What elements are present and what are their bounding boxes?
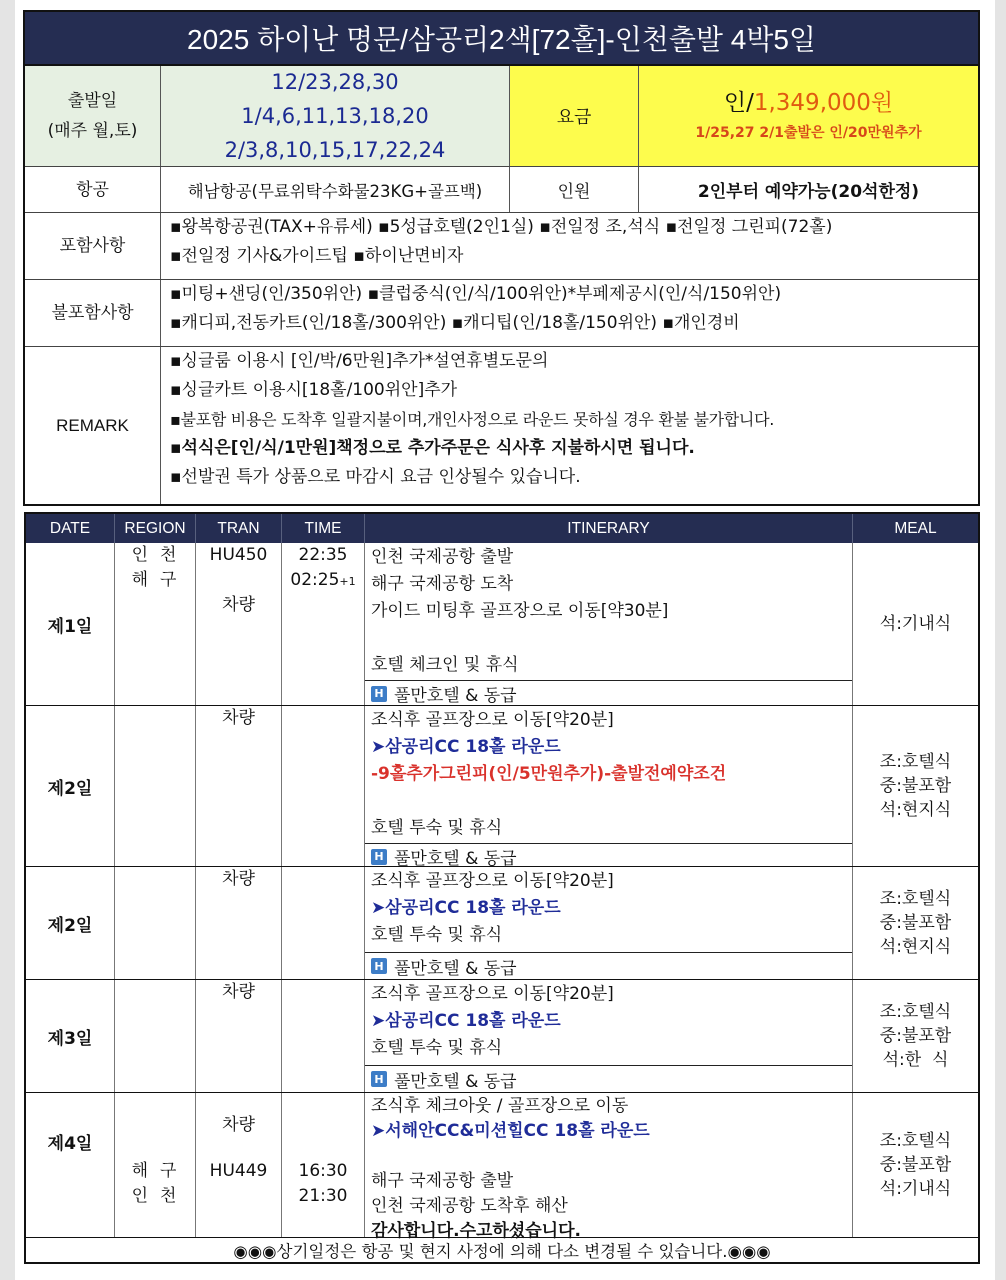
itinerary-header-row [26, 514, 978, 543]
departure-time: 16:30 [298, 1161, 348, 1181]
day-transport [196, 867, 282, 979]
region-from: 해구 [131, 1161, 189, 1181]
spacer [371, 788, 846, 815]
itinerary-line: 조식후 체크아웃 / 골프장으로 이동 [371, 1096, 629, 1116]
hotel-icon: H [371, 686, 387, 702]
included-row [25, 213, 978, 280]
day-region [115, 543, 196, 705]
meal-breakfast: 조:호텔식 [879, 1002, 952, 1022]
meal-dinner: 석:기내식 [879, 614, 952, 634]
remark-line: ▪석식은[인/식/1만원]책정으로 추가주문은 식사후 지불하시면 됩니다. [170, 438, 695, 458]
itinerary-line: 가이드 미팅후 골프장으로 이동[약30분] [371, 601, 669, 621]
hotel-icon: H [371, 849, 387, 865]
header-date: DATE [26, 514, 115, 543]
excluded-line: ▪미팅+샌딩(인/350위안) ▪클럽중식(인/식/100위안)*부페제공시(인/식/150위안) [170, 284, 782, 304]
airline-label: 항공 [25, 167, 161, 212]
golf-round-line: ➤삼공리CC 18홀 라운드 [371, 737, 561, 757]
hotel-line [365, 843, 852, 869]
dates-january: 1/4,6,11,13,18,20 [241, 104, 429, 128]
excluded-line: ▪캐디피,전동카트(인/18홀/300위안) ▪캐디팁(인/18홀/150위안) ▪개인경비 [170, 313, 740, 333]
meal-lunch: 중:불포함 [879, 1155, 952, 1175]
day-transport [196, 980, 282, 1092]
day-region [115, 706, 196, 866]
day-time [282, 1093, 365, 1237]
day-row-3 [26, 866, 978, 979]
day-time [282, 867, 365, 979]
itinerary-lines [365, 543, 852, 680]
excluded-list [161, 280, 978, 346]
hotel-icon: H [371, 1071, 387, 1087]
day-region [115, 980, 196, 1092]
included-label: 포함사항 [25, 213, 161, 279]
meal-dinner: 석:현지식 [879, 800, 952, 820]
price-main [724, 86, 893, 120]
meal-dinner: 석:한 식 [882, 1050, 949, 1070]
meal-dinner: 석:기내식 [879, 1179, 952, 1199]
spacer [196, 568, 281, 593]
excluded-label: 불포함사항 [25, 280, 161, 346]
included-list [161, 213, 978, 279]
departure-time: 22:35 [298, 545, 348, 565]
departure-days-text: (매주 월,토) [47, 121, 138, 141]
region-to: 해구 [131, 570, 189, 590]
meal-breakfast: 조:호텔식 [879, 1131, 952, 1151]
day-itinerary [365, 706, 853, 869]
day-itinerary [365, 980, 853, 1092]
day-row-5 [26, 1092, 978, 1241]
header-region: REGION [115, 514, 196, 543]
region-from: 인천 [131, 545, 189, 565]
day-meal [853, 706, 978, 866]
departure-label [25, 66, 161, 166]
transport-vehicle: 차량 [222, 982, 255, 1002]
itinerary-table [24, 512, 980, 1264]
itinerary-line: 호텔 투숙 및 휴식 [371, 1038, 503, 1058]
remark-row [25, 347, 978, 504]
itinerary-line: 조식후 골프장으로 이동[약20분] [371, 984, 614, 1004]
itinerary-lines [365, 867, 852, 952]
header-meal: MEAL [894, 519, 937, 537]
dates-december: 12/23,28,30 [271, 70, 399, 94]
itinerary-lines [365, 1093, 852, 1245]
day-label: 제1일 [26, 543, 115, 705]
itinerary-line: 호텔 체크인 및 휴식 [371, 655, 519, 675]
departure-dates [161, 66, 510, 166]
itinerary-line: 호텔 투숙 및 휴식 [371, 925, 503, 945]
header-time: TIME [282, 514, 365, 543]
hotel-line [365, 680, 852, 706]
day-region [115, 1093, 196, 1237]
pax-value: 2인부터 예약가능(20석한정) [697, 182, 920, 202]
day-meal [853, 980, 978, 1092]
spacer [371, 625, 846, 652]
dates-february: 2/3,8,10,15,17,22,24 [224, 138, 446, 162]
region-to: 인천 [131, 1186, 189, 1206]
golf-round-line: ➤삼공리CC 18홀 라운드 [371, 898, 561, 918]
day-meal [853, 867, 978, 979]
day-row-1 [26, 543, 978, 705]
tour-title: 2025 하이난 명문/삼공리2색[72홀]-인천출발 4박5일 [25, 12, 978, 66]
itinerary-line: 인천 국제공항 도착후 해산 [371, 1196, 568, 1216]
header-tran: TRAN [196, 514, 282, 543]
day-region [115, 867, 196, 979]
remark-line: ▪불포함 비용은 도착후 일괄지불이며,개인사정으로 라운드 못하실 경우 환불 불가합니다. [170, 410, 775, 429]
extra-greenfee-note: -9홀추가그린피(인/5만원추가)-출발전예약조건 [371, 764, 727, 784]
price-surcharge-note: 1/25,27 2/1출발은 인/20만원추가 [695, 125, 922, 141]
golf-round-line: ➤서해안CC&미션힐CC 18홀 라운드 [371, 1121, 650, 1141]
transport-vehicle: 차량 [222, 595, 255, 615]
day-itinerary [365, 543, 853, 705]
pax-label: 인원 [510, 167, 639, 212]
day-label: 제3일 [26, 980, 115, 1092]
remark-line: ▪싱글룸 이용시 [인/박/6만원]추가*설연휴별도문의 [170, 351, 549, 371]
schedule-change-notice: ◉◉◉상기일정은 항공 및 현지 사정에 의해 다소 변경될 수 있습니다.◉◉◉ [26, 1237, 978, 1262]
day-meal [853, 1093, 978, 1237]
transport-vehicle: 차량 [222, 1115, 255, 1135]
day-meal [853, 543, 978, 705]
day-itinerary [365, 1093, 853, 1241]
day-transport [196, 543, 282, 705]
flight-number: HU450 [209, 545, 268, 565]
arrival-time [282, 568, 364, 594]
itinerary-line: 해구 국제공항 도착 [371, 574, 514, 594]
remark-label: REMARK [25, 347, 161, 504]
next-day-marker: +1 [339, 575, 356, 588]
flight-number: HU449 [209, 1161, 268, 1181]
day-row-4 [26, 979, 978, 1092]
day-time [282, 543, 365, 705]
meal-lunch: 중:불포함 [879, 776, 952, 796]
airline-value: 해남항공(무료위탁수화물23KG+골프백) [161, 167, 510, 212]
departure-price-row [25, 66, 978, 167]
meal-breakfast: 조:호텔식 [879, 889, 952, 909]
hotel-name: 풀만호텔 & 동급 [394, 849, 517, 869]
day-row-2 [26, 705, 978, 869]
spacer [371, 1144, 846, 1169]
excluded-row [25, 280, 978, 347]
day-label: 제4일 [26, 1093, 115, 1237]
golf-round-line: ➤삼공리CC 18홀 라운드 [371, 1011, 561, 1031]
itinerary-lines [365, 980, 852, 1065]
day-time [282, 706, 365, 866]
transport-vehicle: 차량 [222, 869, 255, 889]
day-label: 제2일 [26, 706, 115, 866]
departure-label-text: 출발일 [67, 91, 118, 111]
itinerary-line: 호텔 투숙 및 휴식 [371, 818, 503, 838]
itinerary-line: 해구 국제공항 출발 [371, 1171, 514, 1191]
included-line: ▪왕복항공권(TAX+유류세) ▪5성급호텔(2인1실) ▪전일정 조,석식 ▪전일정 그린피(72홀) [170, 217, 833, 237]
spacer [196, 1138, 281, 1159]
itinerary-lines [365, 706, 852, 843]
price-cell [639, 66, 978, 166]
price-prefix: 인/ [723, 90, 754, 116]
day-transport [196, 1093, 282, 1237]
closing-message: 감사합니다.수고하셨습니다. [371, 1221, 581, 1241]
arrival-time-value: 02:25 [290, 570, 340, 590]
itinerary-line: 조식후 골프장으로 이동[약20분] [371, 871, 614, 891]
remark-list [161, 347, 978, 504]
included-line: ▪전일정 기사&가이드팁 ▪하이난면비자 [170, 246, 464, 266]
transport-vehicle: 차량 [222, 708, 255, 728]
day-transport [196, 706, 282, 866]
itinerary-line: 인천 국제공항 출발 [371, 547, 514, 567]
hotel-name: 풀만호텔 & 동급 [394, 686, 517, 706]
header-itinerary: ITINERARY [365, 514, 853, 543]
meal-lunch: 중:불포함 [879, 1026, 952, 1046]
airline-pax-row [25, 167, 978, 213]
remark-line: ▪선발권 특가 상품으로 마감시 요금 인상될수 있습니다. [170, 467, 581, 487]
arrival-time: 21:30 [298, 1186, 348, 1206]
day-label: 제2일 [26, 867, 115, 979]
hotel-line [365, 952, 852, 979]
remark-line: ▪싱글카트 이용시[18홀/100위안]추가 [170, 380, 458, 400]
hotel-name: 풀만호텔 & 동급 [394, 958, 517, 979]
price-label: 요금 [510, 66, 639, 166]
hotel-line [365, 1065, 852, 1092]
day-itinerary [365, 867, 853, 979]
price-amount: 1,349,000원 [753, 90, 894, 116]
meal-lunch: 중:불포함 [879, 913, 952, 933]
meal-dinner: 석:현지식 [879, 937, 952, 957]
itinerary-line: 조식후 골프장으로 이동[약20분] [371, 710, 614, 730]
day-time [282, 980, 365, 1092]
tour-info-table [23, 10, 980, 506]
hotel-icon: H [371, 958, 387, 974]
hotel-name: 풀만호텔 & 동급 [394, 1071, 517, 1092]
meal-breakfast: 조:호텔식 [879, 752, 952, 772]
